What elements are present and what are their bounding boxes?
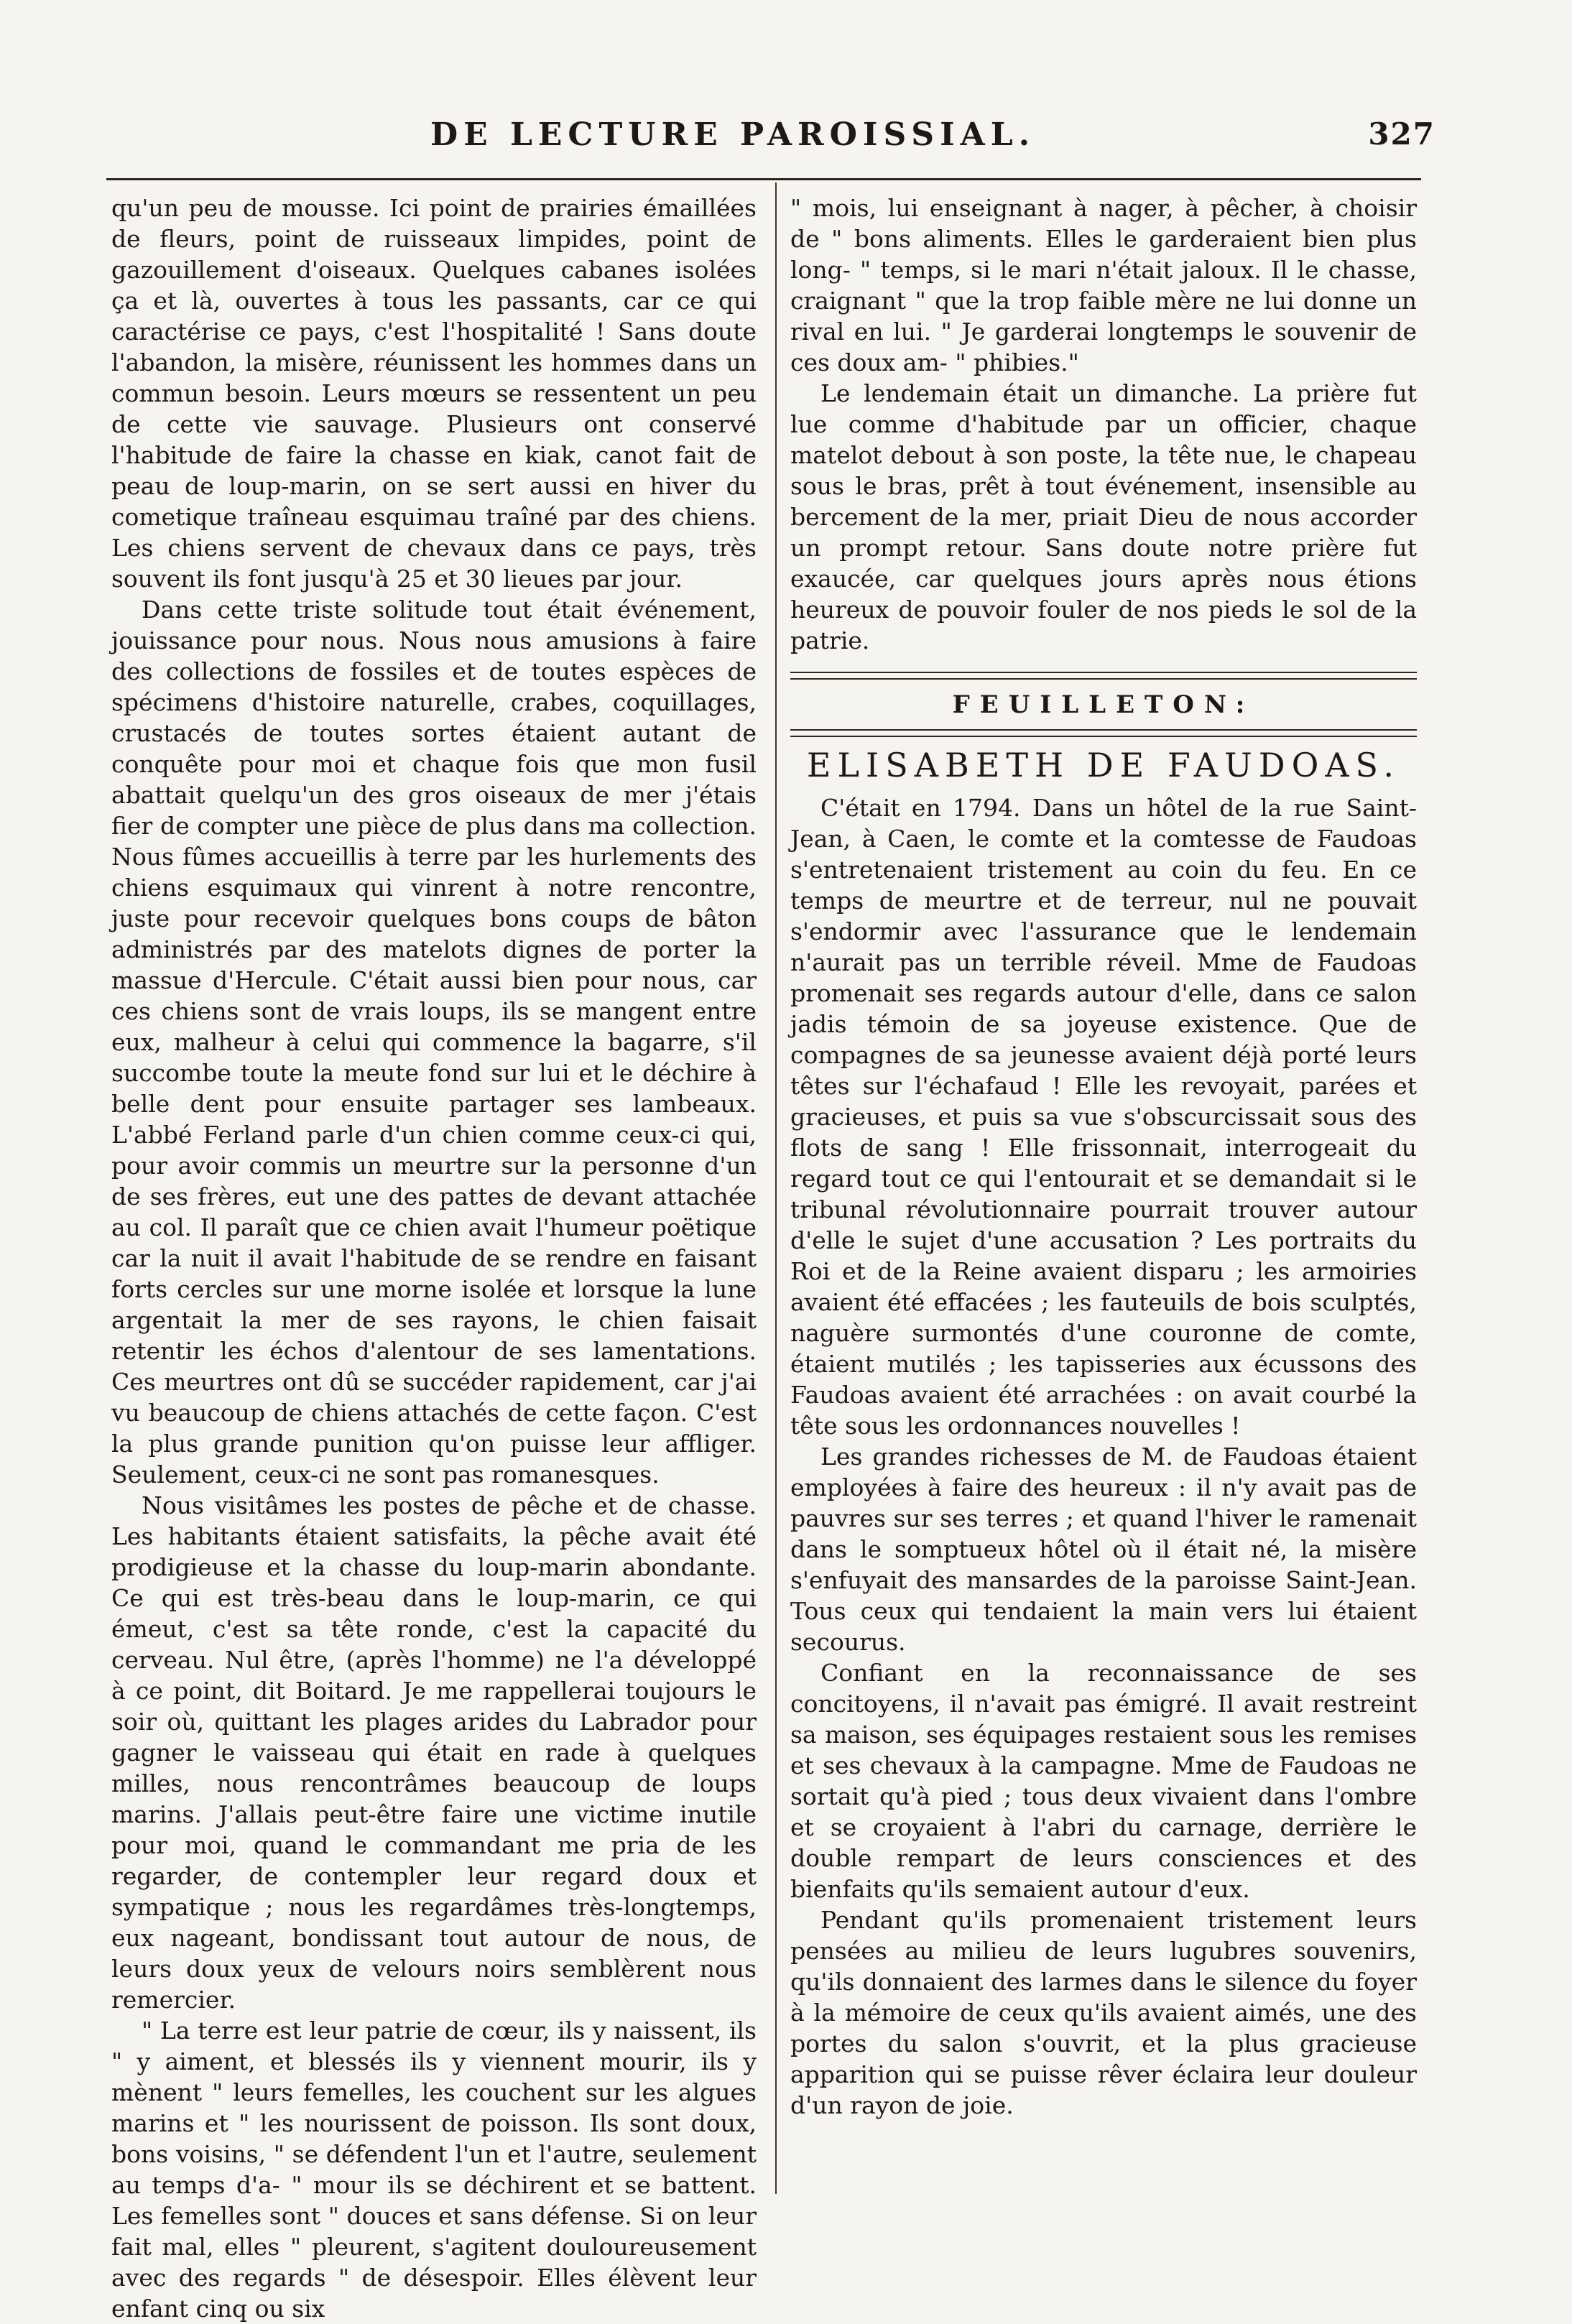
feuilleton-heading: FEUILLETON: — [952, 690, 1255, 719]
paragraph: Le lendemain était un dimanche. La prière fut lue comme d'habitude par un officier, chaque matelot debout à son poste, la tête nue, le chapeau sous le bras, prêt à tout événement, insensible au bercement de la mer, priait Dieu de nous accorder un prompt retour. Sans doute notre prière fut exaucée, car quelques jours après nous étions heureux de pouvoir fouler de nos pieds le sol de la patrie. — [790, 379, 1417, 654]
paragraph: Nous visitâmes les postes de pêche et de chasse. Les habitants étaient satisfaits, la pêche avait été prodigieuse et la chasse du loup-marin abondante. Ce qui est très-beau dans le loup-marin, ce qui émeut, c'est sa tête ronde, c'est la capacité du cerveau. Nul être, (après l'homme) ne l'a développé à ce point, dit Boitard. Je me rappellerai toujours le soir où, quittant les plages arides du Labrador pour gagner le vaisseau qui était en rade à quelques milles, nous rencontrâmes beaucoup de loups marins. J'allais peut-être faire une victime inutile pour moi, quand le commandant me pria de les regarder, de contempler leur regard doux et sympatique ; nous les regardâmes très-longtemps, eux nageant, bondissant tout autour de nous, de leurs doux yeux de velours noirs semblèrent nous remercier. — [111, 1491, 757, 2014]
paragraph: Dans cette triste solitude tout était événement, jouissance pour nous. Nous nous amusions à faire des collections de fossiles et de toutes espèces de spécimens d'histoire naturelle, crabes, coquillages, crustacés de toutes sortes étaient autant de conquête pour moi et chaque fois que mon fusil abattait quelqu'un des gros oiseaux de mer j'étais fier de compter une pièce de plus dans ma collection. Nous fûmes accueillis à terre par les hurlements des chiens esquimaux qui vinrent à notre rencontre, juste pour recevoir quelques bons coups de bâton administrés par des matelots dignes de porter la massue d'Hercule. C'était aussi bien pour nous, car ces chiens sont de vrais loups, ils se mangent entre eux, malheur à celui qui commence la bagarre, s'il succombe toute la meute fond sur lui et le déchire à belle dent pour ensuite partager ses lambeaux. L'abbé Ferland parle d'un chien comme ceux-ci qui, pour avoir commis un meurtre sur la personne d'un de ses frères, eut une des pattes de devant attachée au col. Il paraît que ce chien avait l'humeur poëtique car la nuit il avait l'habitude de se rendre en faisant forts cercles sur une morne isolée et lorsque la lune argentait la mer de ses rayons, le chien faisait retentir les échos d'alentour de ses lamentations. Ces meurtres ont dû se succéder rapidement, car j'ai vu beaucoup de chiens attachés de cette façon. C'est la plus grande punition qu'on puisse leur affliger. Seulement, ceux-ci ne sont pas romanesques. — [111, 596, 757, 1489]
quoted-paragraph: " La terre est leur patrie de cœur, ils y naissent, ils " y aiment, et blessés ils y viennent mourir, ils y mènent " leurs femelles, les couchent sur les algues marins et " les nourissent de poisson. Ils sont doux, bons voisins, " se défendent l'un et l'autre, seulement au temps d'a- " mour ils se déchirent et se battent. Les femelles sont " douces et sans défense. Si on leur fait mal, elles " pleurent, s'agitent douloureusement avec des regards " de désespoir. Elles élèvent leur enfant cinq ou six — [111, 2017, 757, 2323]
running-header: DE LECTURE PAROISSIAL. — [430, 116, 1036, 153]
quoted-paragraph: " mois, lui enseignant à nager, à pêcher, à choisir de " bons aliments. Elles le garderaient bien plus long- " temps, si le mari n'était jaloux. Il le chasse, craignant " que la trop faible mère ne lui donne un rival en lui. " Je garderai longtemps le souvenir de ces doux am- " phibies." — [790, 194, 1417, 376]
paragraph: Pendant qu'ils promenaient tristement leurs pensées au milieu de leurs lugubres souvenirs, qu'ils donnaient des larmes dans le silence du foyer à la mémoire de ceux qu'ils avaient aimés, une des portes du salon s'ouvrit, et la plus gracieuse apparition qui se puisse rêver éclaira leur douleur d'un rayon de joie. — [790, 1906, 1417, 2119]
section-rule — [790, 672, 1417, 680]
header-rule — [106, 178, 1421, 180]
section-rule — [790, 729, 1417, 737]
paragraph: Les grandes richesses de M. de Faudoas étaient employées à faire des heureux : il n'y avait pas de pauvres sur ses terres ; et quand l'hiver le ramenait dans le somptueux hôtel où il était né, la misère s'enfuyait des mansardes de la paroisse Saint-Jean. Tous ceux qui tendaient la main vers lui étaient secourus. — [790, 1443, 1417, 1656]
column-divider — [775, 182, 777, 2194]
paragraph: qu'un peu de mousse. Ici point de prairies émaillées de fleurs, point de ruisseaux limpides, point de gazouillement d'oiseaux. Quelques cabanes isolées ça et là, ouvertes à tous les passants, car ce qui caractérise ce pays, c'est l'hospitalité ! Sans doute l'abandon, la misère, réunissent les hommes dans un commun besoin. Leurs mœurs se ressentent un peu de cette vie sauvage. Plusieurs ont conservé l'habitude de faire la chasse en kiak, canot fait de peau de loup-marin, on se sert aussi en hiver du cometique traîneau esquimau traîné par des chiens. Les chiens servent de chevaux dans ce pays, très souvent ils font jusqu'à 25 et 30 lieues par jour. — [111, 194, 757, 593]
left-column — [111, 193, 757, 2324]
story-title: ELISABETH DE FAUDOAS. — [806, 746, 1401, 784]
feuilleton-section — [790, 672, 1417, 784]
paragraph: C'était en 1794. Dans un hôtel de la rue Saint-Jean, à Caen, le comte et la comtesse de Faudoas s'entretenaient tristement au coin du feu. En ce temps de meurtre et de terreur, nul ne pouvait s'endormir avec l'assurance que le lendemain n'aurait pas un terrible réveil. Mme de Faudoas promenait ses regards autour d'elle, dans ce salon jadis témoin de sa joyeuse existence. Que de compagnes de sa jeunesse avaient déjà porté leurs têtes sur l'échafaud ! Elle les revoyait, parées et gracieuses, et puis sa vue s'obscurcissait sous des flots de sang ! Elle frissonnait, interrogeait du regard tout ce qui l'entourait et se demandait si le tribunal révolutionnaire pourrait trouver autour d'elle le sujet d'une accusation ? Les portraits du Roi et de la Reine avaient disparu ; les armoiries avaient été effacées ; les fauteuils de bois sculptés, naguère surmontés d'une couronne de comte, étaient mutilés ; les tapisseries aux écussons des Faudoas avaient été arrachées : on avait courbé la tête sous les ordonnances nouvelles ! — [790, 794, 1417, 1440]
right-column — [790, 193, 1417, 2121]
paragraph: Confiant en la reconnaissance de ses concitoyens, il n'avait pas émigré. Il avait restreint sa maison, ses équipages restaient sous les remises et ses chevaux à la campagne. Mme de Faudoas ne sortait qu'à pied ; tous deux vivaient dans l'ombre et se croyaient à l'abri du carnage, derrière le double rempart de leurs consciences et des bienfaits qu'ils semaient autour d'eux. — [790, 1659, 1417, 1903]
page-number: 327 — [1368, 116, 1435, 152]
